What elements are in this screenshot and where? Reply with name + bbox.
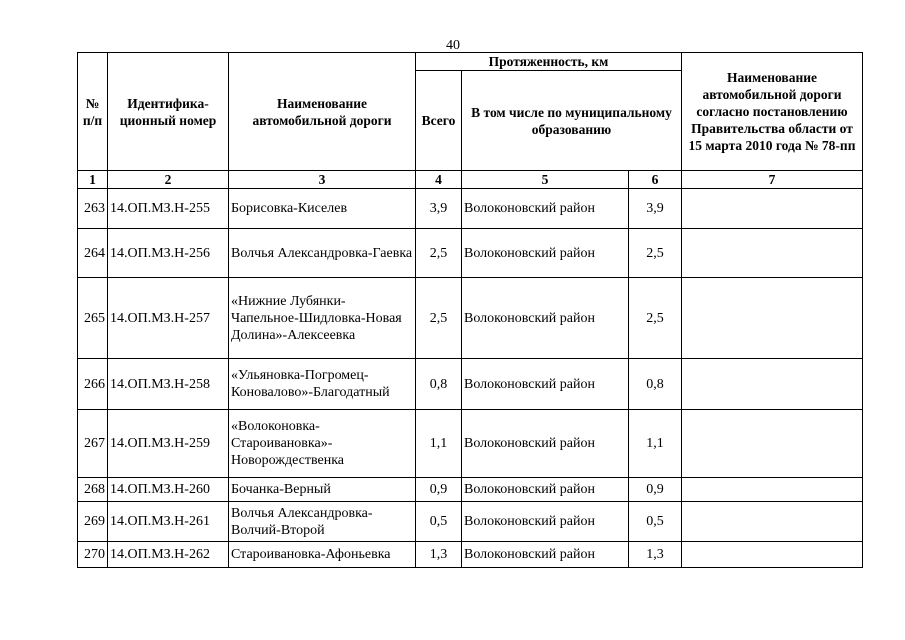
table-row — [78, 410, 863, 478]
page-number: 40 — [446, 38, 460, 53]
table-row — [78, 278, 863, 359]
row-municipality: Волоконовский район — [462, 478, 629, 502]
row-num: 266 — [78, 359, 108, 410]
row-municipality: Волоконовский район — [462, 278, 629, 359]
row-total: 0,8 — [416, 359, 462, 410]
table-row — [78, 229, 863, 278]
column-number-6: 6 — [629, 171, 682, 189]
row-municipality: Волоконовский район — [462, 502, 629, 542]
row-road-name: Волчья Александровка-Волчий-Второй — [229, 502, 416, 542]
row-id: 14.ОП.МЗ.Н-258 — [108, 359, 229, 410]
row-decree-name — [682, 229, 863, 278]
header-total: Всего — [416, 71, 462, 171]
row-municipal-length: 2,5 — [629, 278, 682, 359]
row-municipal-length: 0,9 — [629, 478, 682, 502]
row-id: 14.ОП.МЗ.Н-261 — [108, 502, 229, 542]
header-id: Идентифика-ционный номер — [108, 53, 229, 171]
row-total: 1,1 — [416, 410, 462, 478]
header-num: № п/п — [78, 53, 108, 171]
column-number-1: 1 — [78, 171, 108, 189]
row-decree-name — [682, 189, 863, 229]
row-road-name: Волчья Александровка-Гаевка — [229, 229, 416, 278]
roads-table — [77, 52, 863, 568]
row-total: 1,3 — [416, 542, 462, 568]
header-row-1 — [78, 53, 863, 71]
row-municipality: Волоконовский район — [462, 229, 629, 278]
column-number-7: 7 — [682, 171, 863, 189]
row-decree-name — [682, 542, 863, 568]
row-num: 270 — [78, 542, 108, 568]
row-municipal-length: 1,1 — [629, 410, 682, 478]
header-length: Протяженность, км — [416, 53, 682, 71]
row-num: 264 — [78, 229, 108, 278]
row-decree-name — [682, 278, 863, 359]
row-id: 14.ОП.МЗ.Н-260 — [108, 478, 229, 502]
header-including: В том числе по муниципальному образованию — [462, 71, 682, 171]
row-id: 14.ОП.МЗ.Н-257 — [108, 278, 229, 359]
row-num: 269 — [78, 502, 108, 542]
row-total: 2,5 — [416, 229, 462, 278]
row-decree-name — [682, 502, 863, 542]
row-road-name: «Волоконовка-Староивановка»-Новорождественка — [229, 410, 416, 478]
row-total: 0,5 — [416, 502, 462, 542]
row-road-name: Староивановка-Афоньевка — [229, 542, 416, 568]
table-row — [78, 189, 863, 229]
row-total: 0,9 — [416, 478, 462, 502]
row-id: 14.ОП.МЗ.Н-259 — [108, 410, 229, 478]
row-municipality: Волоконовский район — [462, 189, 629, 229]
row-municipal-length: 2,5 — [629, 229, 682, 278]
row-total: 2,5 — [416, 278, 462, 359]
column-number-4: 4 — [416, 171, 462, 189]
column-number-2: 2 — [108, 171, 229, 189]
row-municipal-length: 1,3 — [629, 542, 682, 568]
row-total: 3,9 — [416, 189, 462, 229]
row-municipality: Волоконовский район — [462, 542, 629, 568]
table-row — [78, 542, 863, 568]
header-decree-name: Наименование автомобильной дороги согласно постановлению Правительства области от 15 марта 2010 года № 78-пп — [682, 53, 863, 171]
header-name: Наименование автомобильной дороги — [229, 53, 416, 171]
row-municipality: Волоконовский район — [462, 410, 629, 478]
row-id: 14.ОП.МЗ.Н-255 — [108, 189, 229, 229]
row-num: 267 — [78, 410, 108, 478]
row-decree-name — [682, 410, 863, 478]
table-row — [78, 478, 863, 502]
column-numbers-row — [78, 171, 863, 189]
row-road-name: «Ульяновка-Погромец-Коновалово»-Благодатный — [229, 359, 416, 410]
row-decree-name — [682, 359, 863, 410]
row-num: 265 — [78, 278, 108, 359]
row-num: 268 — [78, 478, 108, 502]
row-road-name: Бочанка-Верный — [229, 478, 416, 502]
row-road-name: Борисовка-Киселев — [229, 189, 416, 229]
column-number-5: 5 — [462, 171, 629, 189]
row-id: 14.ОП.МЗ.Н-256 — [108, 229, 229, 278]
row-road-name: «Нижние Лубянки-Чапельное-Шидловка-Новая Долина»-Алексеевка — [229, 278, 416, 359]
row-num: 263 — [78, 189, 108, 229]
row-municipal-length: 0,8 — [629, 359, 682, 410]
row-id: 14.ОП.МЗ.Н-262 — [108, 542, 229, 568]
row-municipal-length: 0,5 — [629, 502, 682, 542]
row-municipality: Волоконовский район — [462, 359, 629, 410]
row-municipal-length: 3,9 — [629, 189, 682, 229]
row-decree-name — [682, 478, 863, 502]
table-row — [78, 359, 863, 410]
column-number-3: 3 — [229, 171, 416, 189]
table-row — [78, 502, 863, 542]
